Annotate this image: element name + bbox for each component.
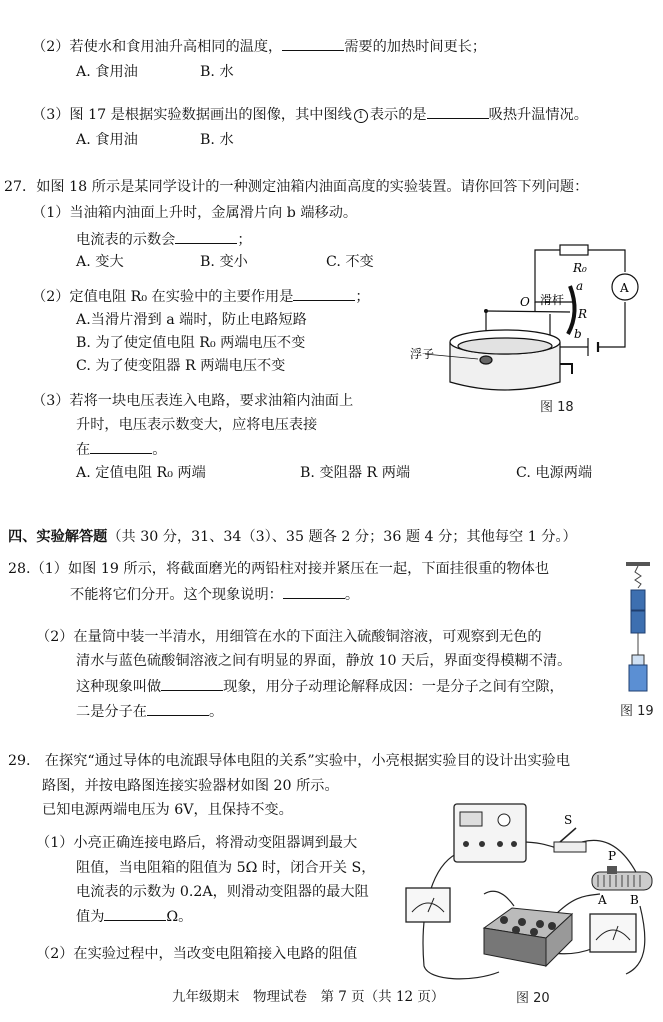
answer-blank[interactable]: [90, 439, 152, 454]
section-4-description: （共 30 分，31、34（3）、35 题各 2 分；36 题 4 分；其他每空 1 分。）: [107, 529, 577, 545]
pivot-o: [484, 309, 488, 313]
q27-part1-option-c[interactable]: C. 不变: [326, 254, 374, 270]
label-r: R: [578, 307, 588, 321]
q27-part1-option-b[interactable]: B. 变小: [200, 254, 248, 270]
q27-part1-line1: （1）当油箱内油面上升时，金属滑片向 b 端移动。: [32, 205, 358, 221]
weight-hook: [632, 655, 644, 665]
figure-20-caption: 图 20: [516, 991, 550, 1006]
sliding-rheostat: [592, 866, 652, 890]
q27-part3-option-a[interactable]: A. 定值电阻 R₀ 两端: [76, 465, 206, 481]
label-b: B: [630, 893, 639, 907]
q27-part2-question: （2）定值电阻 R₀ 在实验中的主要作用是 ；: [32, 286, 370, 307]
support-bar: [626, 562, 650, 566]
q27-part3-line1: （3）若将一块电压表连入电路，要求油箱内油面上: [32, 393, 354, 409]
q26-part3-question: （3）图 17 是根据实验数据画出的图像，其中图线 1 表示的是 吸热升温情况。: [32, 104, 588, 125]
q27-part3-option-c[interactable]: C. 电源两端: [516, 465, 593, 481]
label-lever: 滑杆: [540, 293, 565, 307]
figure-19-caption: 图 19: [620, 704, 654, 719]
oil-surface: [458, 338, 552, 354]
page-footer: 九年级期末 物理试卷 第 7 页（共 12 页）: [172, 989, 445, 1005]
q29-part1-line2: 阻值，当电阻箱的阻值为 5Ω 时，闭合开关 S，: [76, 860, 376, 876]
float: [480, 356, 492, 364]
lever-rod: [486, 311, 570, 312]
switch-s: [554, 828, 586, 852]
ammeter: [590, 914, 636, 952]
label-a: a: [576, 279, 584, 293]
q29-part1-line3: 电流表的示数为 0.2A，则滑动变阻器的最大阻: [76, 884, 369, 900]
q27-part1-line2: 电流表的示数会 ；: [76, 229, 252, 250]
answer-blank[interactable]: [293, 286, 355, 301]
q29-line1: 29. 在探究“通过导体的电流跟导体电阻的关系”实验中，小亮根据实验目的设计出实验电: [8, 753, 571, 769]
heavy-weight: [629, 665, 647, 691]
resistor-r0: [560, 245, 588, 255]
label-s: S: [564, 813, 573, 827]
voltmeter: [406, 888, 450, 922]
circuit-wire: [598, 302, 625, 347]
q28-part1-line1: 28.（1）如图 19 所示，将截面磨光的两铅柱对接并紧压在一起，下面挂很重的物体也: [8, 561, 550, 577]
q27-part1-option-a[interactable]: A. 变大: [76, 254, 124, 270]
q29-part1-line4: 值为 Ω。: [76, 906, 192, 927]
figure-18-oil-tank-diagram: [410, 242, 655, 420]
q27-part2-option-c[interactable]: C. 为了使变阻器 R 两端电压不变: [76, 358, 286, 374]
q28-part2-line4: 二是分子在 。: [76, 701, 223, 722]
q28-part2-line3: 这种现象叫做 现象，用分子动理论解释成因：一是分子之间有空隙，: [76, 676, 564, 697]
label-p: P: [608, 849, 617, 863]
q28-part1-line2: 不能将它们分开。这个现象说明： 。: [70, 584, 359, 605]
spring: [635, 566, 641, 588]
answer-blank[interactable]: [427, 104, 489, 119]
answer-blank[interactable]: [175, 229, 237, 244]
section-4-title: 四、实验解答题: [8, 529, 108, 545]
resistance-box: [484, 908, 572, 966]
q27-part2-option-a[interactable]: A.当滑片滑到 a 端时，防止电路短路: [76, 312, 307, 328]
lower-lead-cylinder: [631, 611, 645, 633]
label-b: b: [574, 327, 582, 341]
label-o: O: [520, 295, 530, 309]
q29-part1-line1: （1）小亮正确连接电路后，将滑动变阻器调到最大: [36, 835, 358, 851]
figure-19-lead-cylinders: [620, 560, 656, 696]
section-4-heading: [8, 527, 577, 547]
q27-part2-option-b[interactable]: B. 为了使定值电阻 R₀ 两端电压不变: [76, 335, 306, 351]
q27-stem: 27．如图 18 所示是某同学设计的一种测定油箱内油面高度的实验装置。请你回答下列问题：: [4, 179, 589, 195]
label-r0: R₀: [573, 261, 587, 275]
q26-part2-option-a[interactable]: A. 食用油: [76, 64, 138, 80]
label-ammeter: A: [620, 281, 629, 295]
q26-part2-question: （2）若使水和食用油升高相同的温度， 需要的加热时间更长；: [32, 36, 486, 57]
figure-18-caption: 图 18: [540, 400, 574, 415]
q28-part2-line2: 清水与蓝色硫酸铜溶液之间有明显的界面，静放 10 天后，界面变得模糊不清。: [76, 653, 572, 669]
q29-line3: 已知电源两端电压为 6V，且保持不变。: [42, 802, 293, 818]
upper-lead-cylinder: [631, 590, 645, 610]
label-float: 浮子: [410, 347, 435, 361]
answer-blank[interactable]: [161, 676, 223, 691]
power-supply: [454, 804, 526, 862]
circled-number: 1: [354, 109, 368, 123]
q29-line2: 路图，并按电路图连接实验器材如图 20 所示。: [42, 778, 339, 794]
wire: [484, 891, 514, 906]
answer-blank[interactable]: [282, 36, 344, 51]
label-a: A: [598, 893, 607, 907]
q26-part2-option-b[interactable]: B. 水: [200, 64, 234, 80]
figure-20-experiment-setup: [404, 796, 659, 986]
answer-blank[interactable]: [283, 584, 345, 599]
q26-part3-option-a[interactable]: A. 食用油: [76, 132, 138, 148]
faucet: [560, 364, 572, 374]
q28-part2-line1: （2）在量筒中装一半清水，用细管在水的下面注入硫酸铜溶液，可观察到无色的: [36, 629, 542, 645]
q27-part3-option-b[interactable]: B. 变阻器 R 两端: [300, 465, 411, 481]
q27-part3-line2: 升时，电压表示数变大，应将电压表接: [76, 417, 318, 433]
answer-blank[interactable]: [147, 701, 209, 716]
q27-part3-line3: 在 。: [76, 439, 166, 460]
q29-part2-line1: （2）在实验过程中，当改变电阻箱接入电路的阻值: [36, 946, 358, 962]
answer-blank[interactable]: [104, 906, 166, 921]
q26-part3-option-b[interactable]: B. 水: [200, 132, 234, 148]
